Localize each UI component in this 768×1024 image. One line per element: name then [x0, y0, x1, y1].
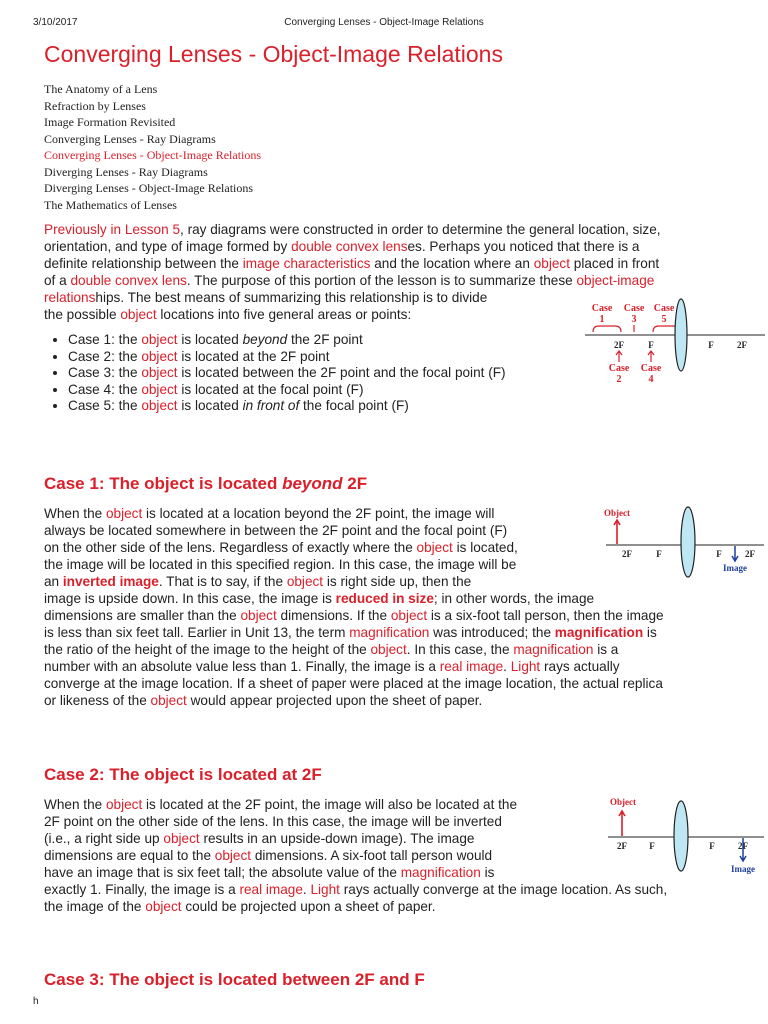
lesson-nav: [44, 81, 261, 213]
case1-heading: [44, 474, 367, 494]
text: is located: [194, 474, 283, 493]
text: locations into five general areas or points:: [156, 307, 412, 322]
text: is located at a location beyond the 2F point, the image will: [142, 506, 495, 521]
link[interactable]: magnification: [554, 625, 644, 640]
text: or likeness of the: [44, 693, 151, 708]
nav-link[interactable]: The Mathematics of Lenses: [44, 197, 177, 212]
object-arrow-icon: [614, 520, 620, 544]
text: is located at the 2F point: [177, 348, 330, 364]
bracket-shape: [593, 326, 621, 332]
text: is located at the focal point (F): [177, 381, 364, 397]
text: .: [503, 659, 511, 674]
image-label: Image: [731, 864, 755, 874]
text: the 2F point: [287, 332, 363, 347]
up-arrow-icon: [616, 351, 622, 362]
text: the image will be located in this specified region. In this case, the image will be: [44, 557, 517, 572]
text: the ratio of the height of the image to the height of the: [44, 642, 371, 657]
text: is located between the 2F point and the focal point (F): [177, 365, 506, 381]
list-item: [68, 365, 568, 382]
text: is less than six feet tall. Earlier in Unit 13, the term: [44, 625, 350, 640]
case-locations-diagram: [585, 298, 765, 388]
text: rays actually: [540, 659, 620, 674]
case-number: 2: [616, 374, 622, 385]
link[interactable]: object: [105, 797, 143, 812]
text: Case 1: The: [44, 474, 145, 493]
text: rays actually converge at the image location. As such,: [339, 882, 668, 897]
case-label: Case: [623, 303, 645, 314]
text: Case 1: the: [68, 332, 142, 347]
link[interactable]: Light: [510, 659, 541, 674]
case-label: Case: [653, 303, 675, 314]
text: Case 3: The: [44, 970, 145, 989]
link[interactable]: reduced in size: [335, 591, 434, 606]
text: 2F point on the other side of the lens. In this case, the image will be inverted: [44, 814, 502, 829]
nav-link[interactable]: Converging Lenses - Ray Diagrams: [44, 131, 216, 146]
text: Case 3: the: [68, 365, 142, 381]
text: is: [643, 625, 657, 640]
link[interactable]: object: [120, 307, 157, 322]
text: of a: [44, 273, 71, 288]
text: Case 2: The: [44, 765, 145, 784]
link[interactable]: Light: [310, 882, 340, 897]
text: and the location where an: [370, 256, 534, 271]
case1-paragraph: [44, 505, 664, 709]
case-label: Case: [591, 303, 613, 314]
text: have an image that is six feet tall; the absolute value of the: [44, 865, 401, 880]
text: dimensions. A six-foot tall person would: [251, 848, 493, 863]
link[interactable]: Previously in Lesson 5: [44, 222, 181, 237]
text: When the: [44, 506, 106, 521]
text: beyond: [282, 474, 343, 493]
text: . The purpose of this portion of the lesson is to summarize these: [186, 273, 577, 288]
text: is located,: [452, 540, 518, 555]
text: the image of the: [44, 899, 146, 914]
footer-url: h: [33, 996, 39, 1007]
text: an: [44, 574, 63, 589]
lens-shape: [674, 801, 688, 871]
link[interactable]: relations: [44, 290, 96, 305]
text: When the: [44, 797, 106, 812]
case2-diagram: [606, 792, 764, 880]
text: would appear projected upon the sheet of paper.: [186, 693, 483, 708]
link[interactable]: object: [416, 540, 453, 555]
text: dimensions are smaller than the: [44, 608, 241, 623]
link[interactable]: object: [370, 642, 407, 657]
link[interactable]: object: [214, 848, 252, 863]
axis-label: 2F: [738, 841, 748, 851]
link[interactable]: magnification: [513, 642, 594, 657]
link[interactable]: inverted image: [62, 574, 159, 589]
link[interactable]: real image: [239, 882, 303, 897]
text: is right side up, then the: [323, 574, 472, 589]
axis-label: 2F: [617, 841, 627, 851]
axis-label: 2F: [745, 549, 755, 559]
case2-heading: [44, 765, 322, 785]
text: is located: [177, 398, 243, 414]
text: exactly 1. Finally, the image is a: [44, 882, 240, 897]
text: Case 5: the: [68, 398, 142, 414]
case2-paragraph: [44, 796, 667, 915]
text: definite relationship between the: [44, 256, 243, 271]
object-arrow-icon: [619, 811, 625, 836]
case-number: 4: [648, 374, 654, 385]
link[interactable]: double convex lens: [70, 273, 187, 288]
list-item: [68, 332, 568, 349]
object-label: Object: [610, 797, 636, 807]
link[interactable]: magnification: [400, 865, 481, 880]
text: the possible: [44, 307, 121, 322]
lens-shape: [681, 507, 695, 577]
link[interactable]: magnification: [349, 625, 430, 640]
text: is located: [177, 332, 243, 347]
image-arrow-icon: [732, 546, 738, 561]
list-item: [68, 349, 568, 366]
intro-paragraph: [44, 221, 661, 323]
link[interactable]: image characteristics: [242, 256, 371, 271]
axis-label: 2F: [622, 549, 632, 559]
nav-link[interactable]: The Anatomy of a Lens: [44, 82, 158, 96]
text: orientation, and type of image formed by: [44, 239, 292, 254]
text: Case 2: the: [68, 348, 142, 364]
axis-label: 2F: [614, 340, 624, 350]
text: was introduced; the: [429, 625, 555, 640]
text: could be projected upon a sheet of paper.: [181, 899, 436, 914]
axis-label: F: [709, 841, 715, 851]
page-title: Converging Lenses - Object-Image Relations: [44, 41, 503, 67]
case-number: 5: [661, 314, 667, 325]
text: es. Perhaps you noticed that there is a: [407, 239, 640, 254]
case-label: Case: [640, 363, 662, 374]
header-date: 3/10/2017: [33, 17, 78, 28]
axis-label: F: [649, 841, 655, 851]
list-item: [68, 398, 568, 415]
text: .: [302, 882, 311, 897]
axis-label: F: [708, 340, 714, 350]
text: object: [144, 765, 195, 784]
link[interactable]: object: [141, 332, 178, 347]
text: Case 4: the: [68, 381, 142, 397]
link[interactable]: object: [240, 608, 277, 623]
text: converge at the image location. If a sheet of paper were placed at the image location, the actual replica: [44, 676, 663, 691]
text: object: [144, 474, 195, 493]
text: is located at the 2F point, the image will also be located at the: [142, 797, 518, 812]
nav-link[interactable]: Diverging Lenses - Object-Image Relations: [44, 181, 254, 195]
nav-link[interactable]: Refraction by Lenses: [44, 98, 146, 113]
axis-label: F: [716, 549, 722, 559]
link[interactable]: object: [141, 398, 178, 414]
link[interactable]: object-image: [576, 273, 655, 288]
up-arrow-icon: [648, 351, 654, 362]
text: hips. The best means of summarizing this relationship is to divide: [95, 290, 488, 305]
case-label: Case: [608, 363, 630, 374]
text: . That is to say, if the: [158, 574, 287, 589]
axis-label: F: [656, 549, 662, 559]
nav-link[interactable]: Image Formation Revisited: [44, 115, 176, 129]
header-title: Converging Lenses - Object-Image Relations: [284, 17, 484, 28]
text: the focal point (F): [299, 398, 409, 414]
text: , ray diagrams were constructed in order to determine the general location, size,: [180, 222, 661, 237]
text: placed in front: [569, 256, 660, 271]
axis-label: 2F: [737, 340, 747, 350]
link[interactable]: object: [105, 506, 143, 521]
link[interactable]: object: [163, 831, 200, 846]
link[interactable]: double convex lens: [291, 239, 408, 254]
text: dimensions. If the: [276, 608, 391, 623]
link[interactable]: object: [145, 899, 182, 914]
object-label: Object: [604, 508, 630, 518]
text: is a: [593, 642, 619, 657]
text: . In this case, the: [406, 642, 514, 657]
link[interactable]: object: [141, 365, 178, 381]
text: image is upside down. In this case, the image is: [44, 591, 336, 606]
list-item: [68, 382, 568, 399]
text: object: [144, 970, 195, 989]
text: number with an absolute value less than 1. Finally, the image is a: [44, 659, 440, 674]
case1-diagram: [598, 502, 764, 578]
lens-shape: [675, 299, 687, 371]
link[interactable]: object: [533, 256, 570, 271]
link[interactable]: real image: [439, 659, 504, 674]
emphasis: in front of: [242, 398, 300, 414]
case3-heading: [44, 970, 425, 990]
case-number: 3: [631, 314, 637, 325]
link[interactable]: object: [141, 348, 178, 364]
text: is located between 2F and F: [194, 970, 425, 989]
case-number: 1: [599, 314, 605, 325]
nav-link[interactable]: Diverging Lenses - Ray Diagrams: [44, 164, 208, 179]
link[interactable]: object: [286, 574, 324, 589]
text: on the other side of the lens. Regardless of exactly where the: [44, 540, 417, 555]
text: is: [480, 865, 495, 880]
link[interactable]: object: [150, 693, 187, 708]
text: ; in other words, the image: [433, 591, 595, 606]
axis-label: F: [648, 340, 654, 350]
text: results in an upside-down image). The image: [199, 831, 475, 846]
image-label: Image: [723, 563, 747, 573]
text: (i.e., a right side up: [44, 831, 164, 846]
text: is a six-foot tall person, then the image: [427, 608, 664, 623]
text: dimensions are equal to the: [44, 848, 215, 863]
case-list: [44, 332, 568, 415]
link[interactable]: object: [390, 608, 428, 623]
nav-link-current[interactable]: Converging Lenses - Object-Image Relations: [44, 148, 262, 162]
text: is located at 2F: [194, 765, 322, 784]
link[interactable]: object: [141, 381, 178, 397]
text: always be located somewhere in between the 2F point and the focal point (F): [44, 523, 508, 538]
text: 2F: [342, 474, 368, 493]
emphasis: beyond: [242, 332, 288, 347]
